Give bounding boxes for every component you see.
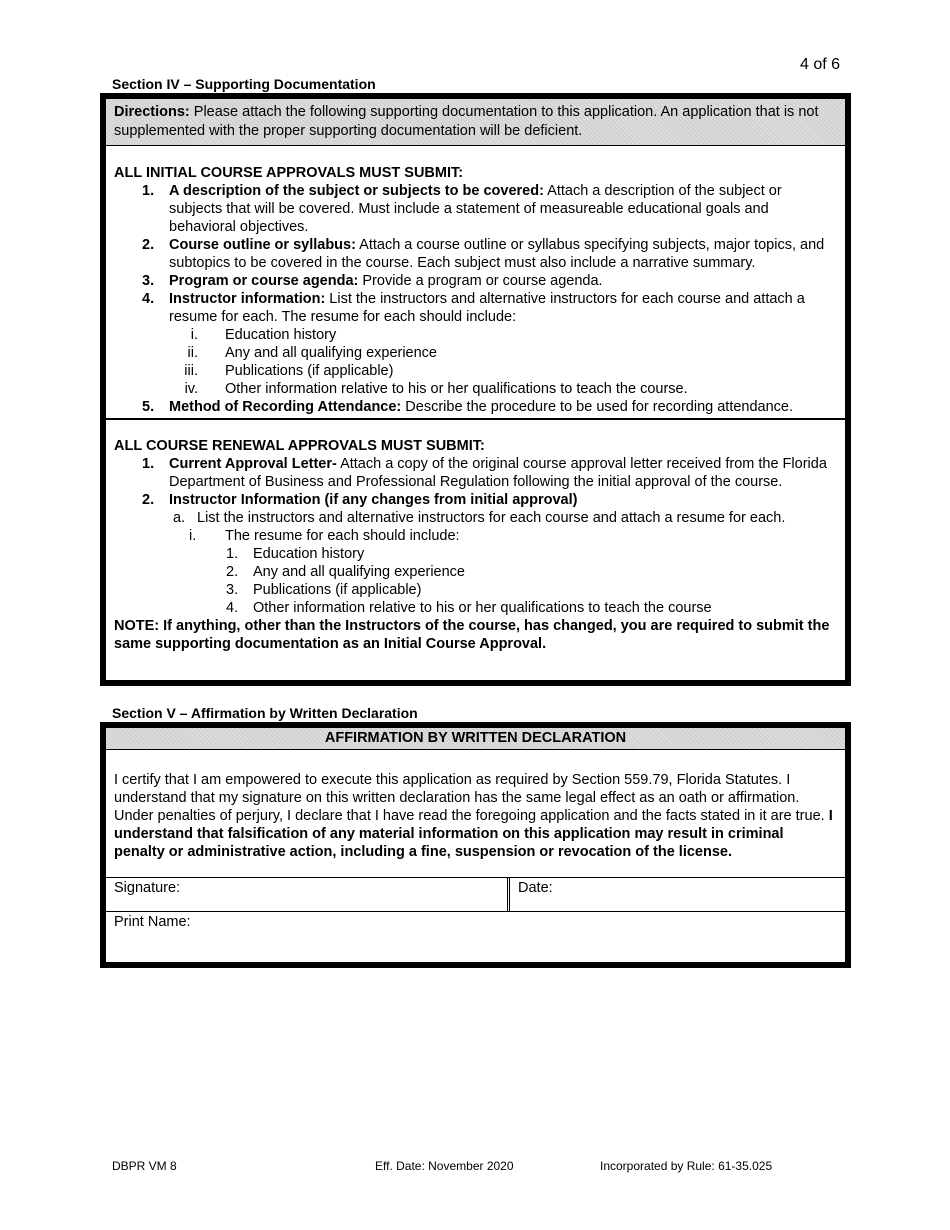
initial-item-4 (114, 290, 837, 326)
date-field[interactable] (510, 878, 845, 911)
directions-label: Directions: (114, 104, 190, 120)
item-label: Course outline or syllabus: (169, 237, 356, 253)
resume-item-number: 2. (226, 564, 239, 580)
signature-field[interactable] (106, 878, 510, 911)
sub-roman-label: i. (189, 528, 197, 544)
initial-approvals-heading: ALL INITIAL COURSE APPROVALS MUST SUBMIT: (114, 165, 464, 181)
item-label: Current Approval Letter- (169, 456, 337, 472)
footer-form-id: DBPR VM 8 (112, 1159, 177, 1173)
footer-rule: Incorporated by Rule: 61-35.025 (600, 1159, 773, 1173)
section-v-title: Section V – Affirmation by Written Declaration (112, 705, 418, 721)
footer-eff-date: Eff. Date: November 2020 (375, 1159, 514, 1173)
item-number: 4. (142, 291, 155, 307)
date-label: Date: (518, 880, 553, 896)
affirmation-box (100, 722, 851, 968)
print-name-label: Print Name: (114, 914, 191, 930)
sub-text: The resume for each should include: (225, 528, 460, 544)
initial-approvals-block (106, 146, 845, 420)
resume-item-text: Other information relative to his or her qualifications to teach the course (253, 600, 712, 616)
renewal-sub-i (114, 527, 837, 545)
supporting-documentation-box (100, 93, 851, 686)
renewal-approvals-heading: ALL COURSE RENEWAL APPROVALS MUST SUBMIT: (114, 438, 485, 454)
item-number: 2. (142, 492, 155, 508)
renewal-resume-item (114, 545, 837, 563)
affirmation-warning: I understand that falsification of any material information on this application may result in criminal penalty or administrative action, including a fine, suspension or revocation of the license. (114, 808, 833, 860)
resume-item-text: Other information relative to his or her qualifications to teach the course. (225, 381, 688, 397)
section-iv-title: Section IV – Supporting Documentation (112, 76, 376, 92)
resume-item-text: Publications (if applicable) (225, 363, 394, 379)
item-text: Provide a program or course agenda. (358, 273, 603, 289)
item-text: Attach a course outline or syllabus specifying subjects, major topics, and subtopics to be covered in the course. Each subject must also include a narrative summary. (169, 237, 825, 271)
item-number: 1. (142, 456, 155, 472)
resume-item-text: Publications (if applicable) (253, 582, 422, 598)
item-label: Instructor Information (if any changes from initial approval) (169, 492, 578, 508)
resume-item-number: iii. (184, 363, 198, 379)
resume-item (114, 344, 837, 362)
sub-text: List the instructors and alternative instructors for each course and attach a resume for each. (197, 510, 786, 526)
renewal-approvals-block (106, 420, 845, 655)
item-text: Attach a copy of the original course approval letter received from the Florida Department of Business and Professional Regulation following the initial approval of the course. (169, 456, 827, 490)
resume-item-text: Any and all qualifying experience (225, 345, 437, 361)
page-number: 4 of 6 (799, 56, 840, 73)
resume-item (114, 326, 837, 344)
signature-label: Signature: (114, 880, 181, 896)
item-label: A description of the subject or subjects to be covered: (169, 183, 544, 199)
initial-item-3 (114, 272, 837, 290)
initial-item-2 (114, 236, 837, 272)
renewal-sub-a (114, 509, 837, 527)
item-number: 3. (142, 273, 155, 289)
sub-letter: a. (173, 510, 186, 526)
resume-item-number: iv. (184, 381, 198, 397)
item-label: Method of Recording Attendance: (169, 399, 402, 415)
resume-item-number: i. (190, 327, 198, 343)
resume-item-number: ii. (187, 345, 198, 361)
resume-item-number: 4. (226, 600, 239, 616)
item-number: 2. (142, 237, 155, 253)
resume-item (114, 380, 837, 398)
resume-item-text: Any and all qualifying experience (253, 564, 465, 580)
signature-row (106, 878, 845, 912)
item-number: 5. (142, 399, 155, 415)
item-label: Program or course agenda: (169, 273, 359, 289)
directions-text: Please attach the following supporting documentation to this application. An application that is not supplemented with the proper supporting documentation will be deficient. (114, 104, 819, 139)
initial-item-1 (114, 182, 837, 236)
renewal-item-1 (114, 455, 837, 491)
resume-item-text: Education history (253, 546, 365, 562)
item-text: List the instructors and alternative instructors for each course and attach a resume for each. The resume for each should include: (169, 291, 805, 325)
resume-item (114, 362, 837, 380)
item-label: Instructor information: (169, 291, 326, 307)
item-number: 1. (142, 183, 155, 199)
resume-item-number: 1. (226, 546, 239, 562)
renewal-note: NOTE: If anything, other than the Instructors of the course, has changed, you are required to submit the same supporting documentation as an Initial Course Approval. (114, 618, 830, 652)
item-text: Attach a description of the subject or subjects that will be covered. Must include a statement of measureable educational goals and behavioral objectives. (169, 183, 782, 235)
renewal-resume-item (114, 581, 837, 599)
affirmation-text (106, 750, 845, 878)
resume-item-text: Education history (225, 327, 337, 343)
renewal-item-2 (114, 491, 837, 509)
directions (106, 99, 845, 146)
print-name-field[interactable] (106, 912, 845, 944)
item-text: Describe the procedure to be used for recording attendance. (401, 399, 794, 415)
renewal-resume-item (114, 599, 837, 617)
affirmation-heading: AFFIRMATION BY WRITTEN DECLARATION (106, 728, 845, 750)
affirmation-body: I certify that I am empowered to execute this application as required by Section 559.79, Florida Statutes. I understand that my signature on this written declaration has the same legal effect as an oath or affirmation. Under penalties of perjury, I declare that I have read the foregoing application and the facts stated in it are true. (114, 772, 829, 824)
renewal-resume-item (114, 563, 837, 581)
initial-item-5 (114, 398, 837, 416)
resume-item-number: 3. (226, 582, 239, 598)
